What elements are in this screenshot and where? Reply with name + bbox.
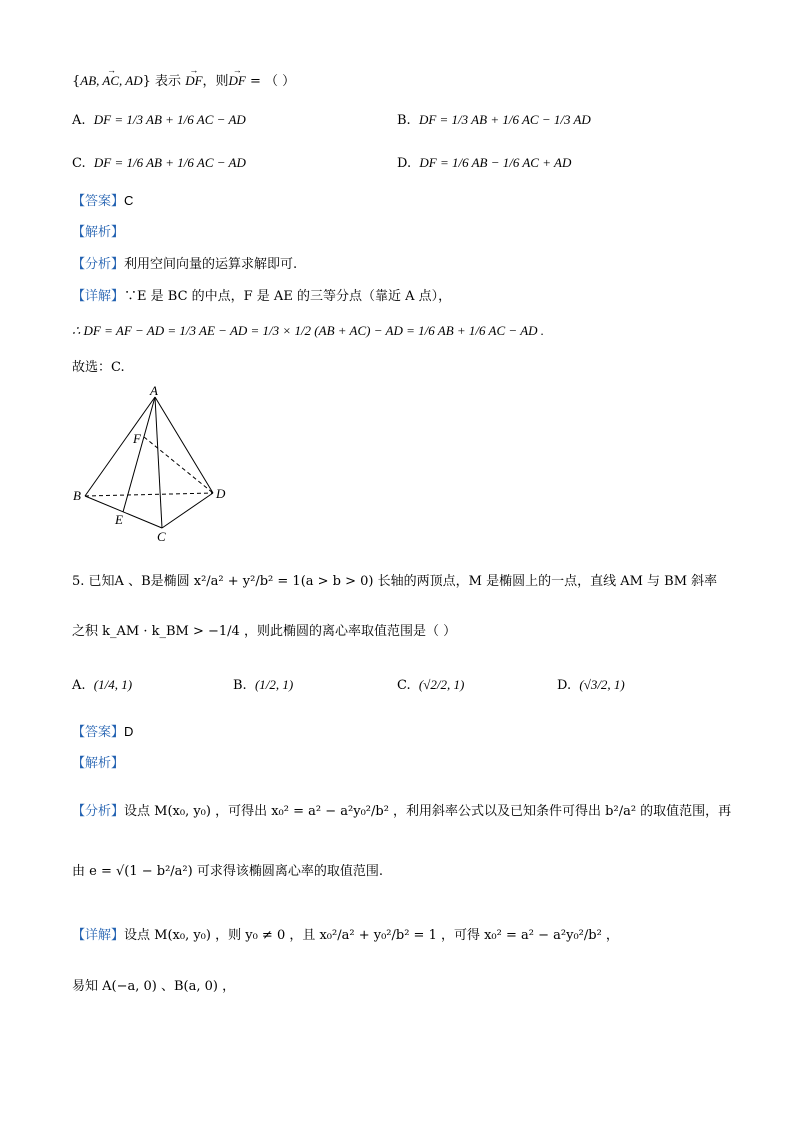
q4-stem: [72, 72, 295, 91]
option-label: C.: [397, 678, 411, 693]
xiangjie-label: 【详解】: [72, 928, 125, 943]
xiangjie-text2: 易知 A(−a, 0) 、B(a, 0) ，: [72, 979, 236, 994]
fenxi-text2: 由 e = √(1 − b²/a²) 可求得该椭圆离心率的取值范围.: [72, 864, 383, 879]
edge-ac: [155, 397, 162, 528]
q5-stem2-text: 之积 k_AM · k_BM > −1/4 ，则此椭圆的离心率取值范围是（ ）: [72, 624, 457, 639]
edge-bc: [85, 496, 162, 528]
edge-bd-hidden: [85, 493, 213, 496]
option-label: A.: [72, 113, 86, 128]
q5-xiangjie-line2: [72, 978, 235, 996]
xiangjie-text: ∵E 是 BC 的中点，F 是 AE 的三等分点（靠近 A 点），: [124, 289, 452, 304]
q4-fenxi: [72, 256, 297, 274]
q5-fenxi-line1: [72, 803, 731, 821]
q4-stem-prefix: {: [72, 74, 81, 89]
answer-label: 【答案】: [72, 194, 125, 209]
q5-fenxi-line2: [72, 863, 383, 881]
option-label: D.: [397, 156, 412, 171]
vertex-label-f: F: [133, 431, 141, 446]
xiangjie-label: 【详解】: [72, 289, 125, 304]
option-label: C.: [72, 156, 86, 171]
fenxi-text: 利用空间向量的运算求解即可.: [124, 257, 298, 272]
choose-text: 故选：C.: [72, 360, 125, 375]
q4-derivation: [72, 322, 544, 341]
option-text: DF = 1/3 AB + 1/6 AC − 1/3 AD: [418, 112, 591, 127]
q5-stem-line1: [72, 573, 717, 591]
q5-analysis-label: [72, 755, 124, 773]
fenxi-label: 【分析】: [72, 257, 125, 272]
option-text: DF = 1/6 AB − 1/6 AC + AD: [419, 155, 572, 170]
q4-analysis-label: [72, 224, 124, 242]
answer-label: 【答案】: [72, 725, 125, 740]
derivation-text: ∴ DF = AF − AD = 1/3 AE − AD = 1/3 × 1/2 (AB + AC) − AD = 1/6 AB + 1/6 AC − AD .: [72, 323, 545, 338]
fenxi-text1: 设点 M(x₀, y₀) ，可得出 x₀² = a² − a²y₀²/b² ，利用斜率公式以及已知条件可得出 b²/a² 的取值范围，再: [124, 804, 732, 819]
q4-stem-vectors: → AB, AC, AD: [80, 72, 142, 90]
vertex-label-a: A: [150, 385, 158, 398]
q4-stem-end: = （ ）: [245, 74, 296, 89]
analysis-label: 【解析】: [72, 756, 125, 771]
fenxi-label: 【分析】: [72, 804, 125, 819]
option-text: (1/2, 1): [254, 677, 294, 692]
q4-xiangjie: [72, 288, 451, 306]
q5-xiangjie: [72, 927, 619, 945]
edge-cd: [162, 493, 213, 528]
question-number: 5.: [72, 574, 85, 589]
option-label: B.: [397, 113, 411, 128]
option-text: (√2/2, 1): [418, 677, 465, 692]
option-text: (√3/2, 1): [579, 677, 625, 692]
q5-stem-line2: [72, 623, 456, 641]
option-text: (1/4, 1): [93, 677, 133, 692]
answer-value: C: [124, 193, 134, 208]
option-label: A.: [72, 678, 86, 693]
q5-stem1-text: 已知A 、B是椭圆 x²/a² + y²/b² = 1(a > b > 0) 长轴的两顶点，M 是椭圆上的一点，直线 AM 与 BM 斜率: [88, 574, 718, 589]
option-label: B.: [233, 678, 247, 693]
option-text: DF = 1/3 AB + 1/6 AC − AD: [93, 112, 246, 127]
q5-option-d: [557, 677, 625, 693]
xiangjie-text: 设点 M(x₀, y₀) ，则 y₀ ≠ 0 ，且 x₀²/a² + y₀²/b² = 1 ，可得 x₀² = a² − a²y₀²/b² ，: [124, 928, 619, 943]
q4-answer: [72, 192, 133, 211]
tetrahedron-figure: [70, 385, 240, 545]
q4-option-d: [397, 155, 571, 171]
edge-ad: [155, 397, 213, 493]
q4-stem-target2: → DF: [229, 72, 246, 90]
vertex-label-c: C: [157, 529, 166, 544]
vertex-label-b: B: [73, 488, 81, 503]
q5-option-a: [72, 677, 132, 693]
q4-option-c: [72, 155, 246, 171]
q4-option-b: [397, 112, 591, 128]
q5-option-b: [233, 677, 293, 693]
q5-option-c: [397, 677, 464, 693]
q4-stem-target: → DF: [185, 72, 202, 90]
analysis-label: 【解析】: [72, 225, 125, 240]
q4-stem-then: ，则: [202, 74, 229, 89]
q5-answer: [72, 723, 133, 742]
q4-stem-mid: } 表示: [142, 74, 182, 89]
option-text: DF = 1/6 AB + 1/6 AC − AD: [93, 155, 246, 170]
edge-ab: [85, 397, 155, 496]
vertex-label-d: D: [216, 486, 226, 501]
q4-option-a: [72, 112, 246, 128]
vertex-label-e: E: [115, 512, 123, 527]
q4-choose: [72, 359, 125, 377]
option-label: D.: [557, 678, 572, 693]
edge-fd-hidden: [144, 437, 213, 493]
answer-value: D: [124, 724, 134, 739]
